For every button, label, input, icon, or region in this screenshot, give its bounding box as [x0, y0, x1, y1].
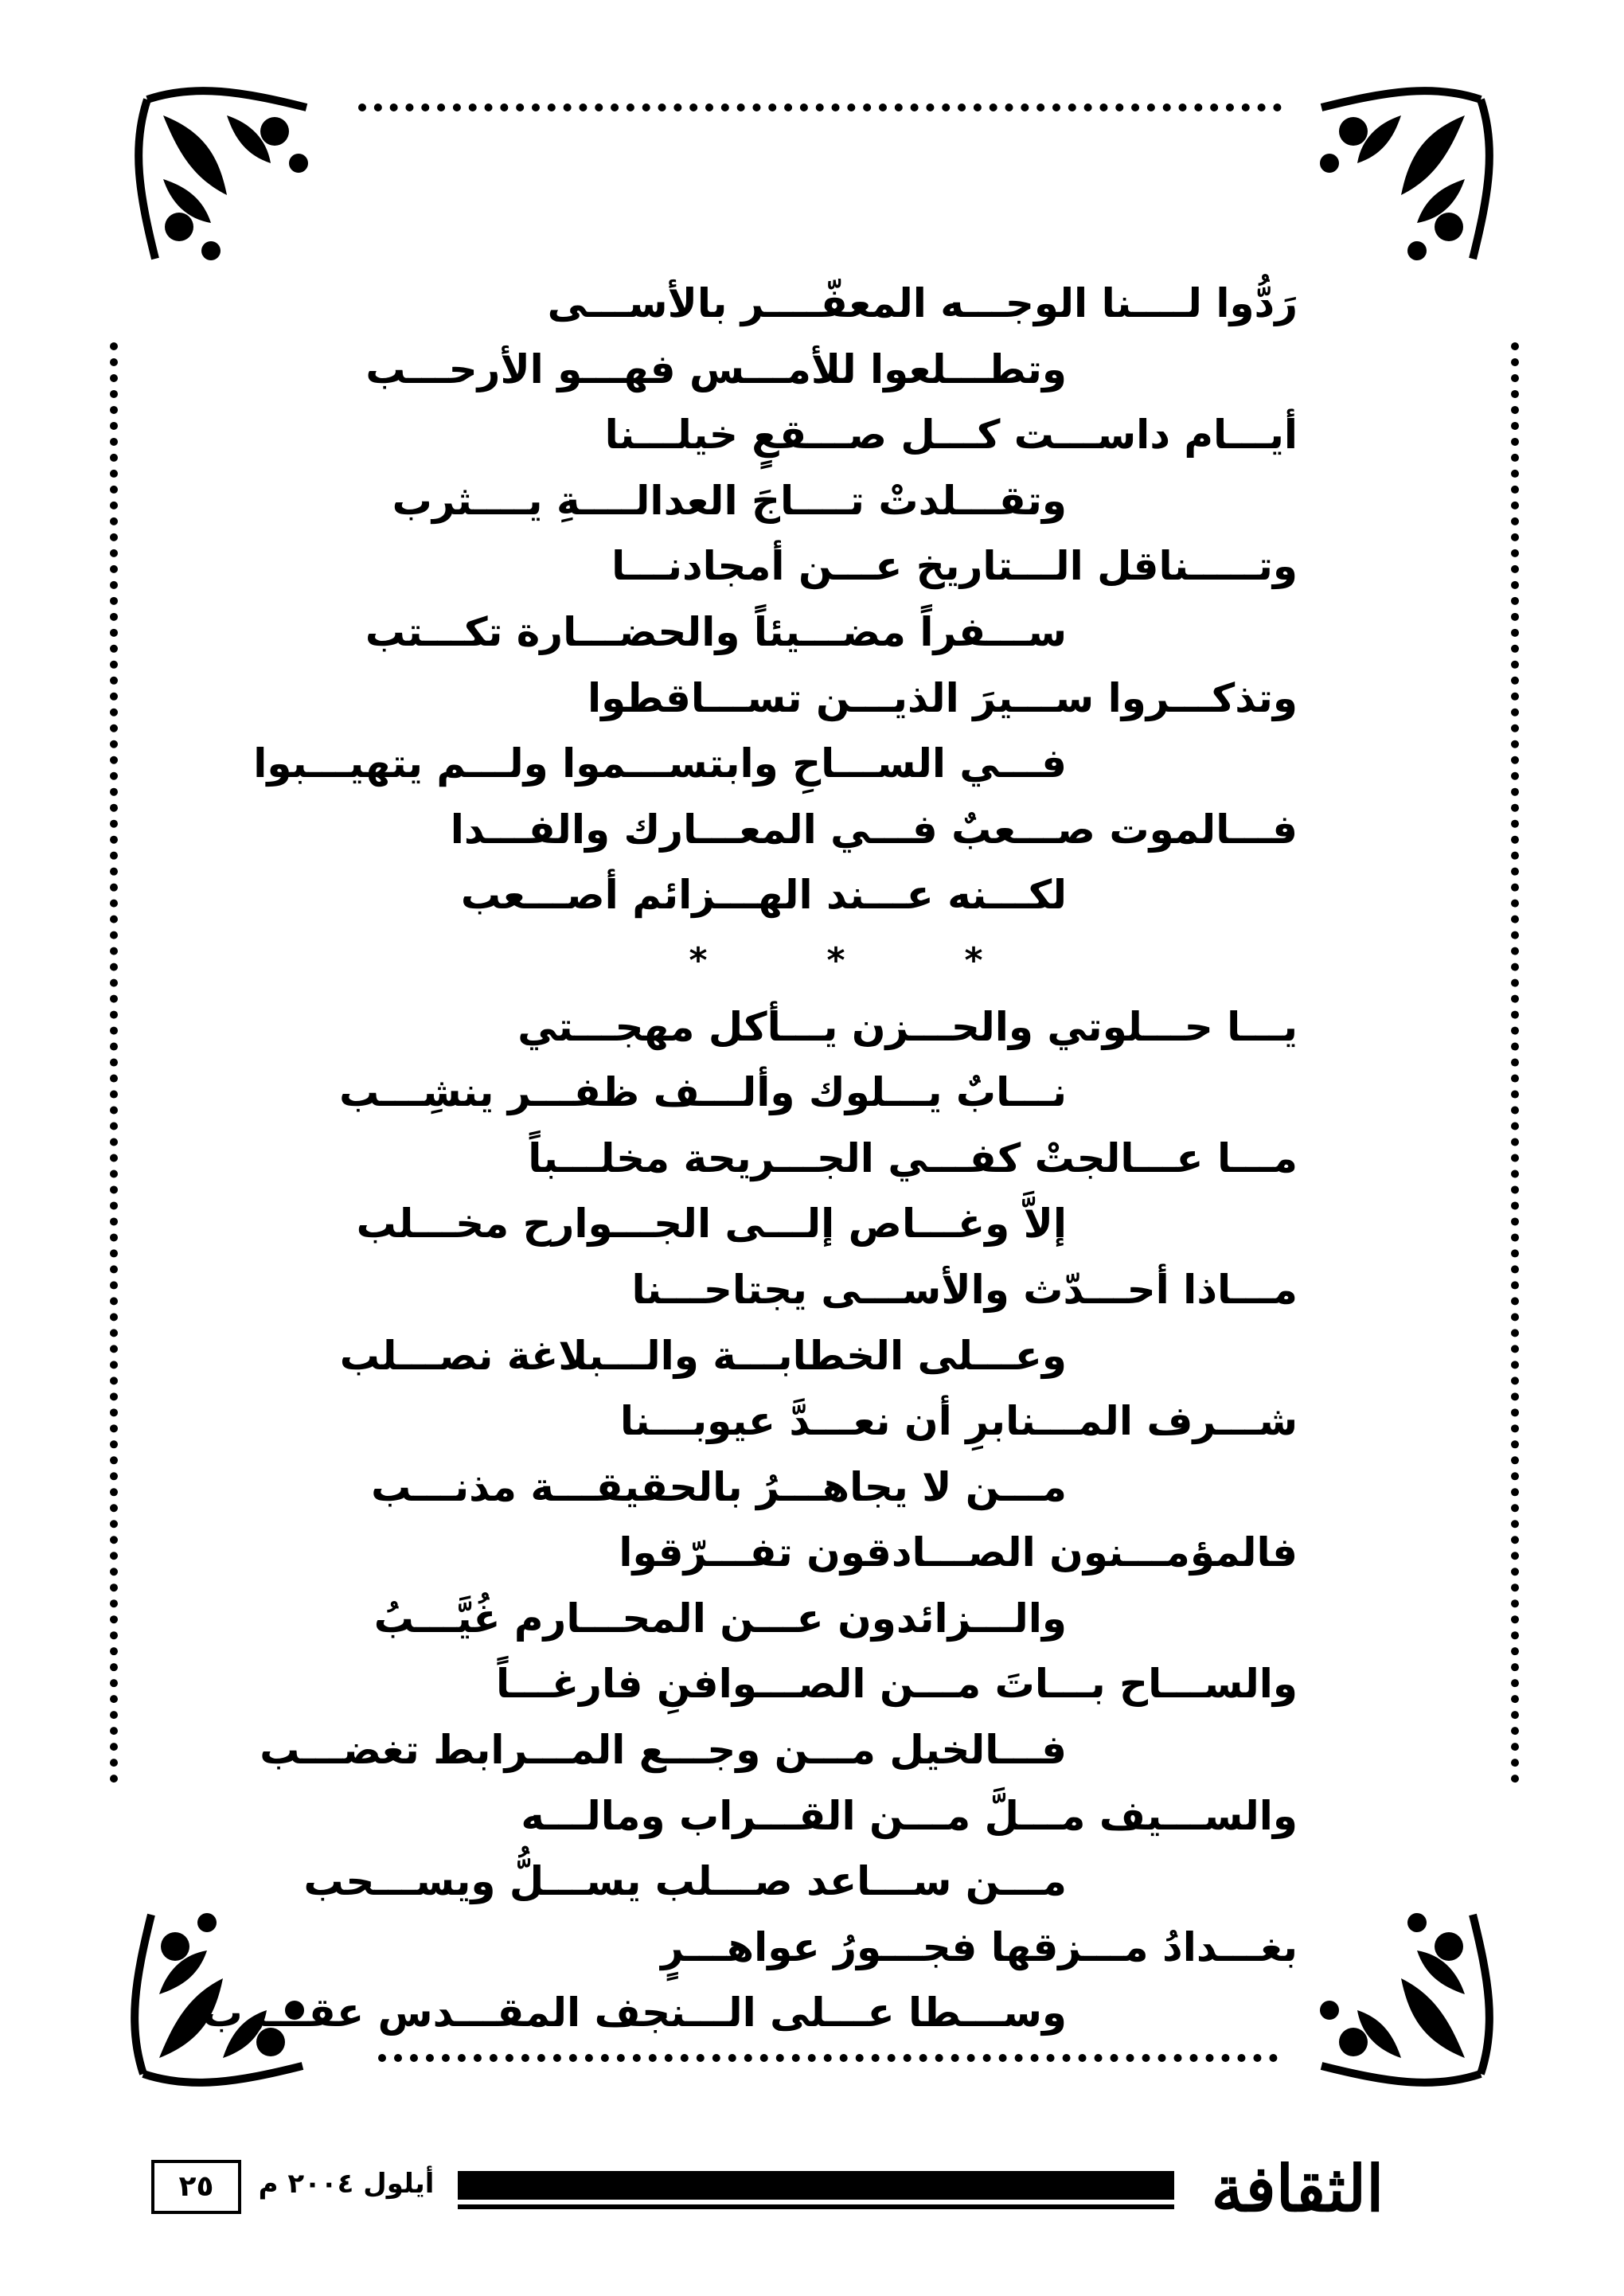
poem-line: إلاَّ وغـــاص إلـــى الجـــوارح مخـــلب — [356, 1201, 1067, 1248]
footer-rule-thin — [458, 2204, 1174, 2209]
separator-star: * — [826, 939, 845, 981]
poem-line: فـــالموت صـــعبٌ فـــي المعـــارك والفـــدا — [450, 806, 1298, 853]
poem-body — [202, 271, 1298, 2046]
poem-line: والســـاح بـــاتَ مـــن الصـــوافنِ فارغـــاً — [495, 1661, 1298, 1708]
poem-line: رَدُّوا لــــنا الوجـــه المعفّــــر بالأســـى — [547, 280, 1298, 326]
poem-line: أيـــام داســـت كـــل صـــقعٍ خيلـــنا — [604, 412, 1298, 459]
bottom-dotted-border — [378, 2054, 1278, 2062]
page-footer — [151, 2153, 1409, 2229]
page-number: ٢٥ — [151, 2160, 241, 2214]
poem-line: وســـطا عـــلى الـــنجف المقـــدس عقـــرب — [202, 1989, 1067, 2036]
separator-star: * — [689, 939, 708, 981]
poem-line: مـــن ســـاعد صـــلب يســـلُّ ويســـحب — [303, 1858, 1067, 1905]
poem-line: والـــزائدون عـــن المحـــارم غُيَّـــبُ — [373, 1595, 1067, 1642]
poem-line: مـــاذا أحـــدّث والأســـى يجتاحـــنا — [631, 1266, 1298, 1313]
poem-line: مـــا عـــالجتْ كفـــي الجـــريحة مخلـــباً — [528, 1134, 1298, 1181]
stanza-separator — [374, 928, 1298, 994]
poem-line: مـــن لا يجاهـــرُ بالحقيقـــة مذنـــب — [371, 1463, 1067, 1510]
poem-line: بغـــدادُ مـــزقها فجـــورُ عواهـــرٍ — [661, 1923, 1298, 1970]
poem-line: لكـــنه عـــند الهـــزائم أصـــعب — [460, 872, 1067, 919]
corner-ornament-top-right — [1306, 84, 1497, 275]
poem-line: فـــالخيل مـــن وجـــع المـــرابط تغضـــب — [260, 1727, 1067, 1774]
corner-ornament-top-left — [131, 84, 322, 275]
footer-rule-thick — [458, 2171, 1174, 2200]
separator-star: * — [964, 939, 983, 981]
left-dotted-border — [110, 342, 118, 1783]
corner-ornament-bottom-right — [1306, 1899, 1497, 2090]
issue-date: أيلول ٢٠٠٤ م — [258, 2168, 435, 2200]
poem-line: وعـــلى الخطابـــة والـــبلاغة نصـــلب — [339, 1332, 1067, 1379]
poem-line: فـــي الســـاحِ وابتســـموا ولـــم يتهيـــبوا — [253, 740, 1067, 787]
poem-line: فالمؤمـــنون الصـــادقون تفـــرّقوا — [619, 1529, 1298, 1576]
top-dotted-border — [358, 103, 1282, 111]
poem-line: وتـــــناقل الـــتاريخ عـــن أمجادنـــا — [611, 543, 1298, 590]
poem-line: يـــا حـــلوتي والحـــزن يـــأكل مهجـــتي — [517, 1003, 1298, 1050]
poem-line: وتطـــلعوا للأمـــس فهـــو الأرحـــب — [365, 346, 1067, 392]
right-dotted-border — [1511, 342, 1519, 1783]
poem-line: ســـفراً مضـــيئاً والحضـــارة تكـــتب — [365, 608, 1067, 655]
magazine-logo: الثقافة — [1211, 2151, 1384, 2226]
poem-line: وتذكـــروا ســـيرَ الذيـــن تســـاقطوا — [587, 674, 1298, 721]
poem-line: وتقـــلدتْ تــــاجَ العدالــــةِ يــــثرب — [392, 477, 1067, 524]
poem-line: نـــابٌ يـــلوك وألـــف ظفـــر ينشِـــب — [339, 1069, 1067, 1116]
poem-line: والســـيف مـــلَّ مـــن القـــراب ومالـــه — [521, 1792, 1298, 1839]
poem-line: شـــرف المـــنابرِ أن نعـــدَّ عيوبـــنا — [619, 1398, 1298, 1445]
